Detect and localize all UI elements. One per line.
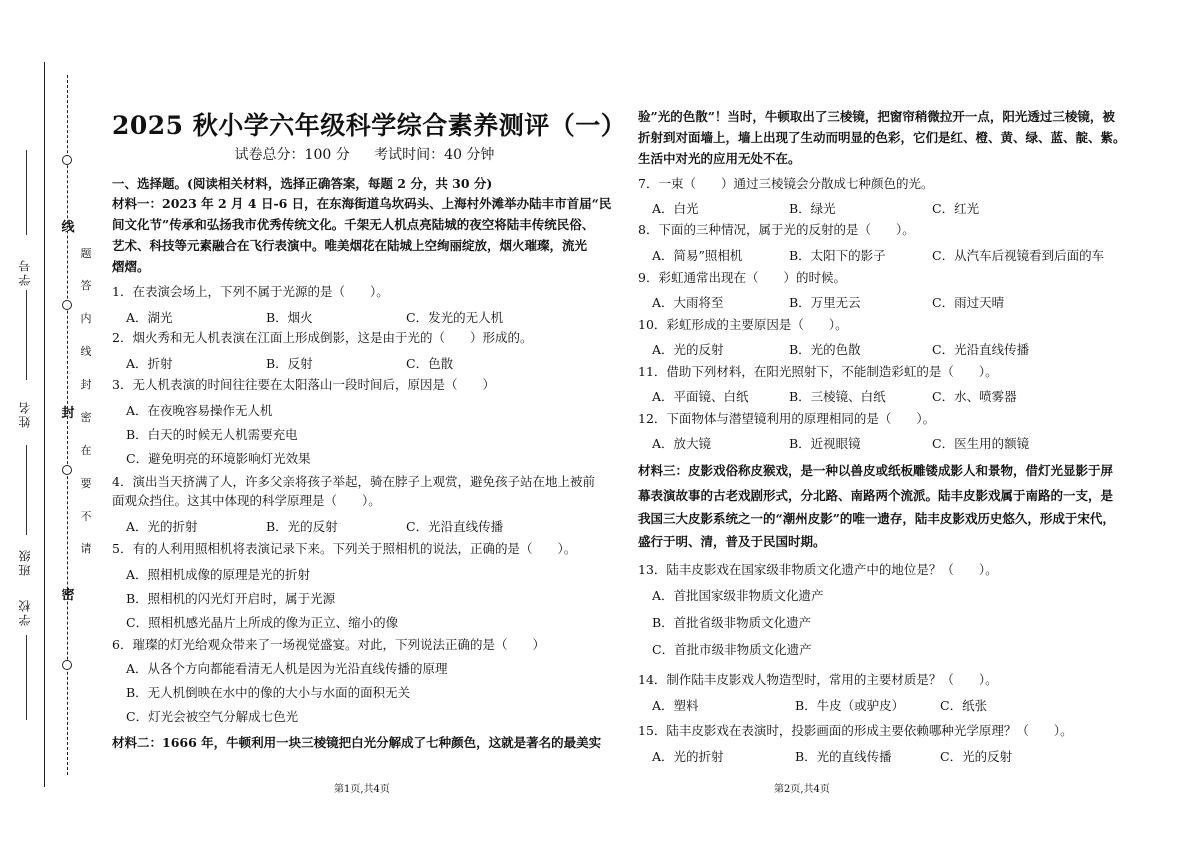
q4-stem: 4．演出当天挤满了人，许多父亲将孩子举起，骑在脖子上观赏，避免孩子站在地上被前 xyxy=(112,474,595,489)
binding-hole xyxy=(62,155,72,165)
warn-char: 内 xyxy=(80,312,92,325)
q6-option-b[interactable]: B．无人机倒映在水中的像的大小与水面的面积无关 xyxy=(126,685,411,700)
q9-options xyxy=(652,293,1004,311)
warn-char: 线 xyxy=(80,345,92,358)
q14-option-c[interactable]: C．纸张 xyxy=(940,698,988,713)
q7-stem: 7．一束（ ）通过三棱镜会分散成七种颜色的光。 xyxy=(638,176,934,191)
q7-option-a[interactable]: A．白光 xyxy=(652,201,699,216)
q7-option-b[interactable]: B．绿光 xyxy=(789,201,836,216)
school-label: 学校 xyxy=(18,598,32,626)
material-1-line: 艺术、科技等元素融合在飞行表演中。唯美烟花在陆城上空绚丽绽放，烟火璀璨，流光 xyxy=(112,238,588,253)
q8-stem: 8．下面的三种情况，属于光的反射的是（ ）。 xyxy=(638,222,915,237)
page-footer-left: 第1页,共4页 xyxy=(334,784,390,795)
q12-option-b[interactable]: B．近视眼镜 xyxy=(789,436,861,451)
exam-time: 考试时间：40 分钟 xyxy=(374,147,495,163)
q2-options xyxy=(126,354,453,372)
q15-option-b[interactable]: B．光的直线传播 xyxy=(795,749,892,764)
q1-option-b[interactable]: B．烟火 xyxy=(266,310,313,325)
q6-option-a[interactable]: A．从各个方向都能看清无人机是因为光沿直线传播的原理 xyxy=(126,661,448,676)
q10-option-c[interactable]: C．光沿直线传播 xyxy=(932,342,1030,357)
q9-option-a[interactable]: A．大雨将至 xyxy=(652,295,724,310)
outer-border-line xyxy=(44,62,45,787)
binding-hole xyxy=(62,300,72,310)
q14-options xyxy=(652,696,987,714)
material-3-line: 材料三：皮影戏俗称皮猴戏，是一种以兽皮或纸板雕镂成影人和景物，借灯光显影于屏 xyxy=(638,463,1114,478)
q1-option-a[interactable]: A．湖光 xyxy=(126,310,173,325)
q12-options xyxy=(652,434,1029,452)
material-1-line: 材料一：2023 年 2 月 4 日-6 日，在东海街道乌坎码头、上海村外滩举办陆丰市首届“民 xyxy=(112,196,612,211)
q5-option-b[interactable]: B．照相机的闪光灯开启时，属于光源 xyxy=(126,591,336,606)
q3-option-c[interactable]: C．避免明亮的环境影响灯光效果 xyxy=(126,451,311,466)
q9-stem: 9．彩虹通常出现在（ ）的时候。 xyxy=(638,270,846,285)
q1-options xyxy=(126,308,503,326)
q2-option-a[interactable]: A．折射 xyxy=(126,356,173,371)
q10-option-b[interactable]: B．光的色散 xyxy=(789,342,861,357)
q15-stem: 15．陆丰皮影戏在表演时，投影画面的形成主要依赖哪种光学原理？（ ）。 xyxy=(638,723,1073,738)
q8-option-b[interactable]: B．太阳下的影子 xyxy=(789,248,886,263)
q14-stem: 14．制作陆丰皮影戏人物造型时，常用的主要材质是？（ ）。 xyxy=(638,672,998,687)
q13-stem: 13．陆丰皮影戏在国家级非物质文化遗产中的地位是？（ ）。 xyxy=(638,562,998,577)
q11-option-b[interactable]: B．三棱镜、白纸 xyxy=(789,389,886,404)
q6-option-c[interactable]: C．灯光会被空气分解成七色光 xyxy=(126,709,299,724)
binding-hole xyxy=(62,465,72,475)
exam-info xyxy=(112,144,617,164)
q8-option-a[interactable]: A．简易”照相机 xyxy=(652,248,743,263)
page-footer-right: 第2页,共4页 xyxy=(774,784,830,795)
q15-options xyxy=(652,747,1012,765)
warn-char: 不 xyxy=(80,510,92,523)
q11-option-a[interactable]: A．平面镜、白纸 xyxy=(652,389,749,404)
material-3-line: 幕表演故事的古老戏剧形式，分北路、南路两个流派。陆丰皮影戏属于南路的一支，是 xyxy=(638,488,1114,503)
q7-option-c[interactable]: C．红光 xyxy=(932,201,980,216)
material-3-line: 盛行于明、清，普及于民国时期。 xyxy=(638,534,826,549)
q4-option-b[interactable]: B．光的反射 xyxy=(266,519,338,534)
q6-stem: 6．璀璨的灯光给观众带来了一场视觉盛宴。对此，下列说法正确的是（ ） xyxy=(112,637,545,652)
q5-option-a[interactable]: A．照相机成像的原理是光的折射 xyxy=(126,567,311,582)
warn-char: 答 xyxy=(80,279,92,292)
q2-option-c[interactable]: C．色散 xyxy=(406,356,454,371)
q12-stem: 12．下面物体与潜望镜利用的原理相同的是（ ）。 xyxy=(638,411,936,426)
q4-option-c[interactable]: C．光沿直线传播 xyxy=(406,519,504,534)
class-label: 班级 xyxy=(18,548,32,576)
total-score: 试卷总分：100 分 xyxy=(234,147,350,163)
q13-option-b[interactable]: B．首批省级非物质文化遗产 xyxy=(652,615,812,630)
q14-option-b[interactable]: B．牛皮（或驴皮） xyxy=(795,698,905,713)
student-id-label: 学号 xyxy=(18,258,32,286)
q3-option-b[interactable]: B．白天的时候无人机需要充电 xyxy=(126,427,298,442)
binding-margin xyxy=(0,0,105,849)
q9-option-b[interactable]: B．万里无云 xyxy=(789,295,861,310)
q4-stem-cont: 面观众挡住。这其中体现的科学原理是（ ）。 xyxy=(112,493,381,508)
material-2-line: 验”光的色散”！当时，牛顿取出了三棱镜，把窗帘稍微拉开一点，阳光透过三棱镜，被 xyxy=(638,109,1115,124)
q3-option-a[interactable]: A．在夜晚容易操作无人机 xyxy=(126,403,273,418)
name-line xyxy=(26,445,27,535)
q1-option-c[interactable]: C．发光的无人机 xyxy=(406,310,504,325)
q2-stem: 2．烟火秀和无人机表演在江面上形成倒影，这是由于光的（ ）形成的。 xyxy=(112,330,533,345)
q12-option-c[interactable]: C．医生用的额镜 xyxy=(932,436,1030,451)
student-id-line xyxy=(26,150,27,235)
binding-hole xyxy=(62,660,72,670)
warn-char: 要 xyxy=(80,477,92,490)
q5-stem: 5．有的人利用照相机将表演记录下来。下列关于照相机的说法，正确的是（ ）。 xyxy=(112,541,577,556)
material-2-line: 生活中对光的应用无处不在。 xyxy=(638,151,801,166)
material-2-line: 材料二：1666 年，牛顿利用一块三棱镜把白光分解成了七种颜色，这就是著名的最美实 xyxy=(112,735,602,750)
q10-option-a[interactable]: A．光的反射 xyxy=(652,342,724,357)
q11-option-c[interactable]: C．水、喷雾器 xyxy=(932,389,1017,404)
warn-char: 封 xyxy=(80,378,92,391)
material-2-line: 折射到对面墙上，墙上出现了生动而明显的色彩，它们是红、橙、黄、绿、蓝、靛、紫。 xyxy=(638,130,1126,145)
school-line xyxy=(26,635,27,720)
warn-char: 在 xyxy=(80,444,92,457)
q10-stem: 10．彩虹形成的主要原因是（ ）。 xyxy=(638,317,848,332)
q12-option-a[interactable]: A．放大镜 xyxy=(652,436,712,451)
q13-option-a[interactable]: A．首批国家级非物质文化遗产 xyxy=(652,588,824,603)
seal-dash-line xyxy=(67,75,68,775)
q5-option-c[interactable]: C．照相机感光晶片上所成的像为正立、缩小的像 xyxy=(126,615,399,630)
material-3-line: 我国三大皮影系统之一的“潮州皮影”的唯一遗存，陆丰皮影戏历史悠久，形成于宋代， xyxy=(638,511,1115,526)
q15-option-c[interactable]: C．光的反射 xyxy=(940,749,1013,764)
q1-stem: 1．在表演会场上，下列不属于光源的是（ ）。 xyxy=(112,284,389,299)
warn-char: 题 xyxy=(80,247,92,260)
q10-options xyxy=(652,340,1029,358)
q13-option-c[interactable]: C．首批市级非物质文化遗产 xyxy=(652,642,812,657)
warn-char: 密 xyxy=(80,411,92,424)
material-1-line: 间文化节”传承和弘扬我市优秀传统文化。千架无人机点亮陆城的夜空将陆丰传统民俗、 xyxy=(112,217,595,232)
warn-char: 请 xyxy=(80,542,92,555)
student-id-line2 xyxy=(26,290,27,380)
q8-option-c[interactable]: C．从汽车后视镜看到后面的车 xyxy=(932,248,1105,263)
q3-stem: 3．无人机表演的时间往往要在太阳落山一段时间后，原因是（ ） xyxy=(112,377,495,392)
q4-option-a[interactable]: A．光的折射 xyxy=(126,519,198,534)
name-label: 姓名 xyxy=(18,400,32,428)
q4-options xyxy=(126,517,503,535)
q9-option-c[interactable]: C．雨过天晴 xyxy=(932,295,1005,310)
q8-options xyxy=(652,246,1104,264)
q14-option-a[interactable]: A．塑料 xyxy=(652,698,699,713)
q15-option-a[interactable]: A．光的折射 xyxy=(652,749,724,764)
q7-options xyxy=(652,199,979,217)
q2-option-b[interactable]: B．反射 xyxy=(266,356,313,371)
section-heading: 一、选择题。(阅读相关材料，选择正确答案，每题 2 分，共 30 分) xyxy=(112,176,493,191)
seal-char-xian: 线 xyxy=(61,220,75,235)
page-title: 2025 秋小学六年级科学综合素养测评（一） xyxy=(112,111,627,140)
q11-stem: 11．借助下列材料，在阳光照射下，不能制造彩虹的是（ ）。 xyxy=(638,364,998,379)
seal-char-feng: 封 xyxy=(61,406,75,421)
material-1-line: 熠熠。 xyxy=(112,259,150,274)
q11-options xyxy=(652,387,1017,405)
seal-char-mi: 密 xyxy=(61,588,75,603)
